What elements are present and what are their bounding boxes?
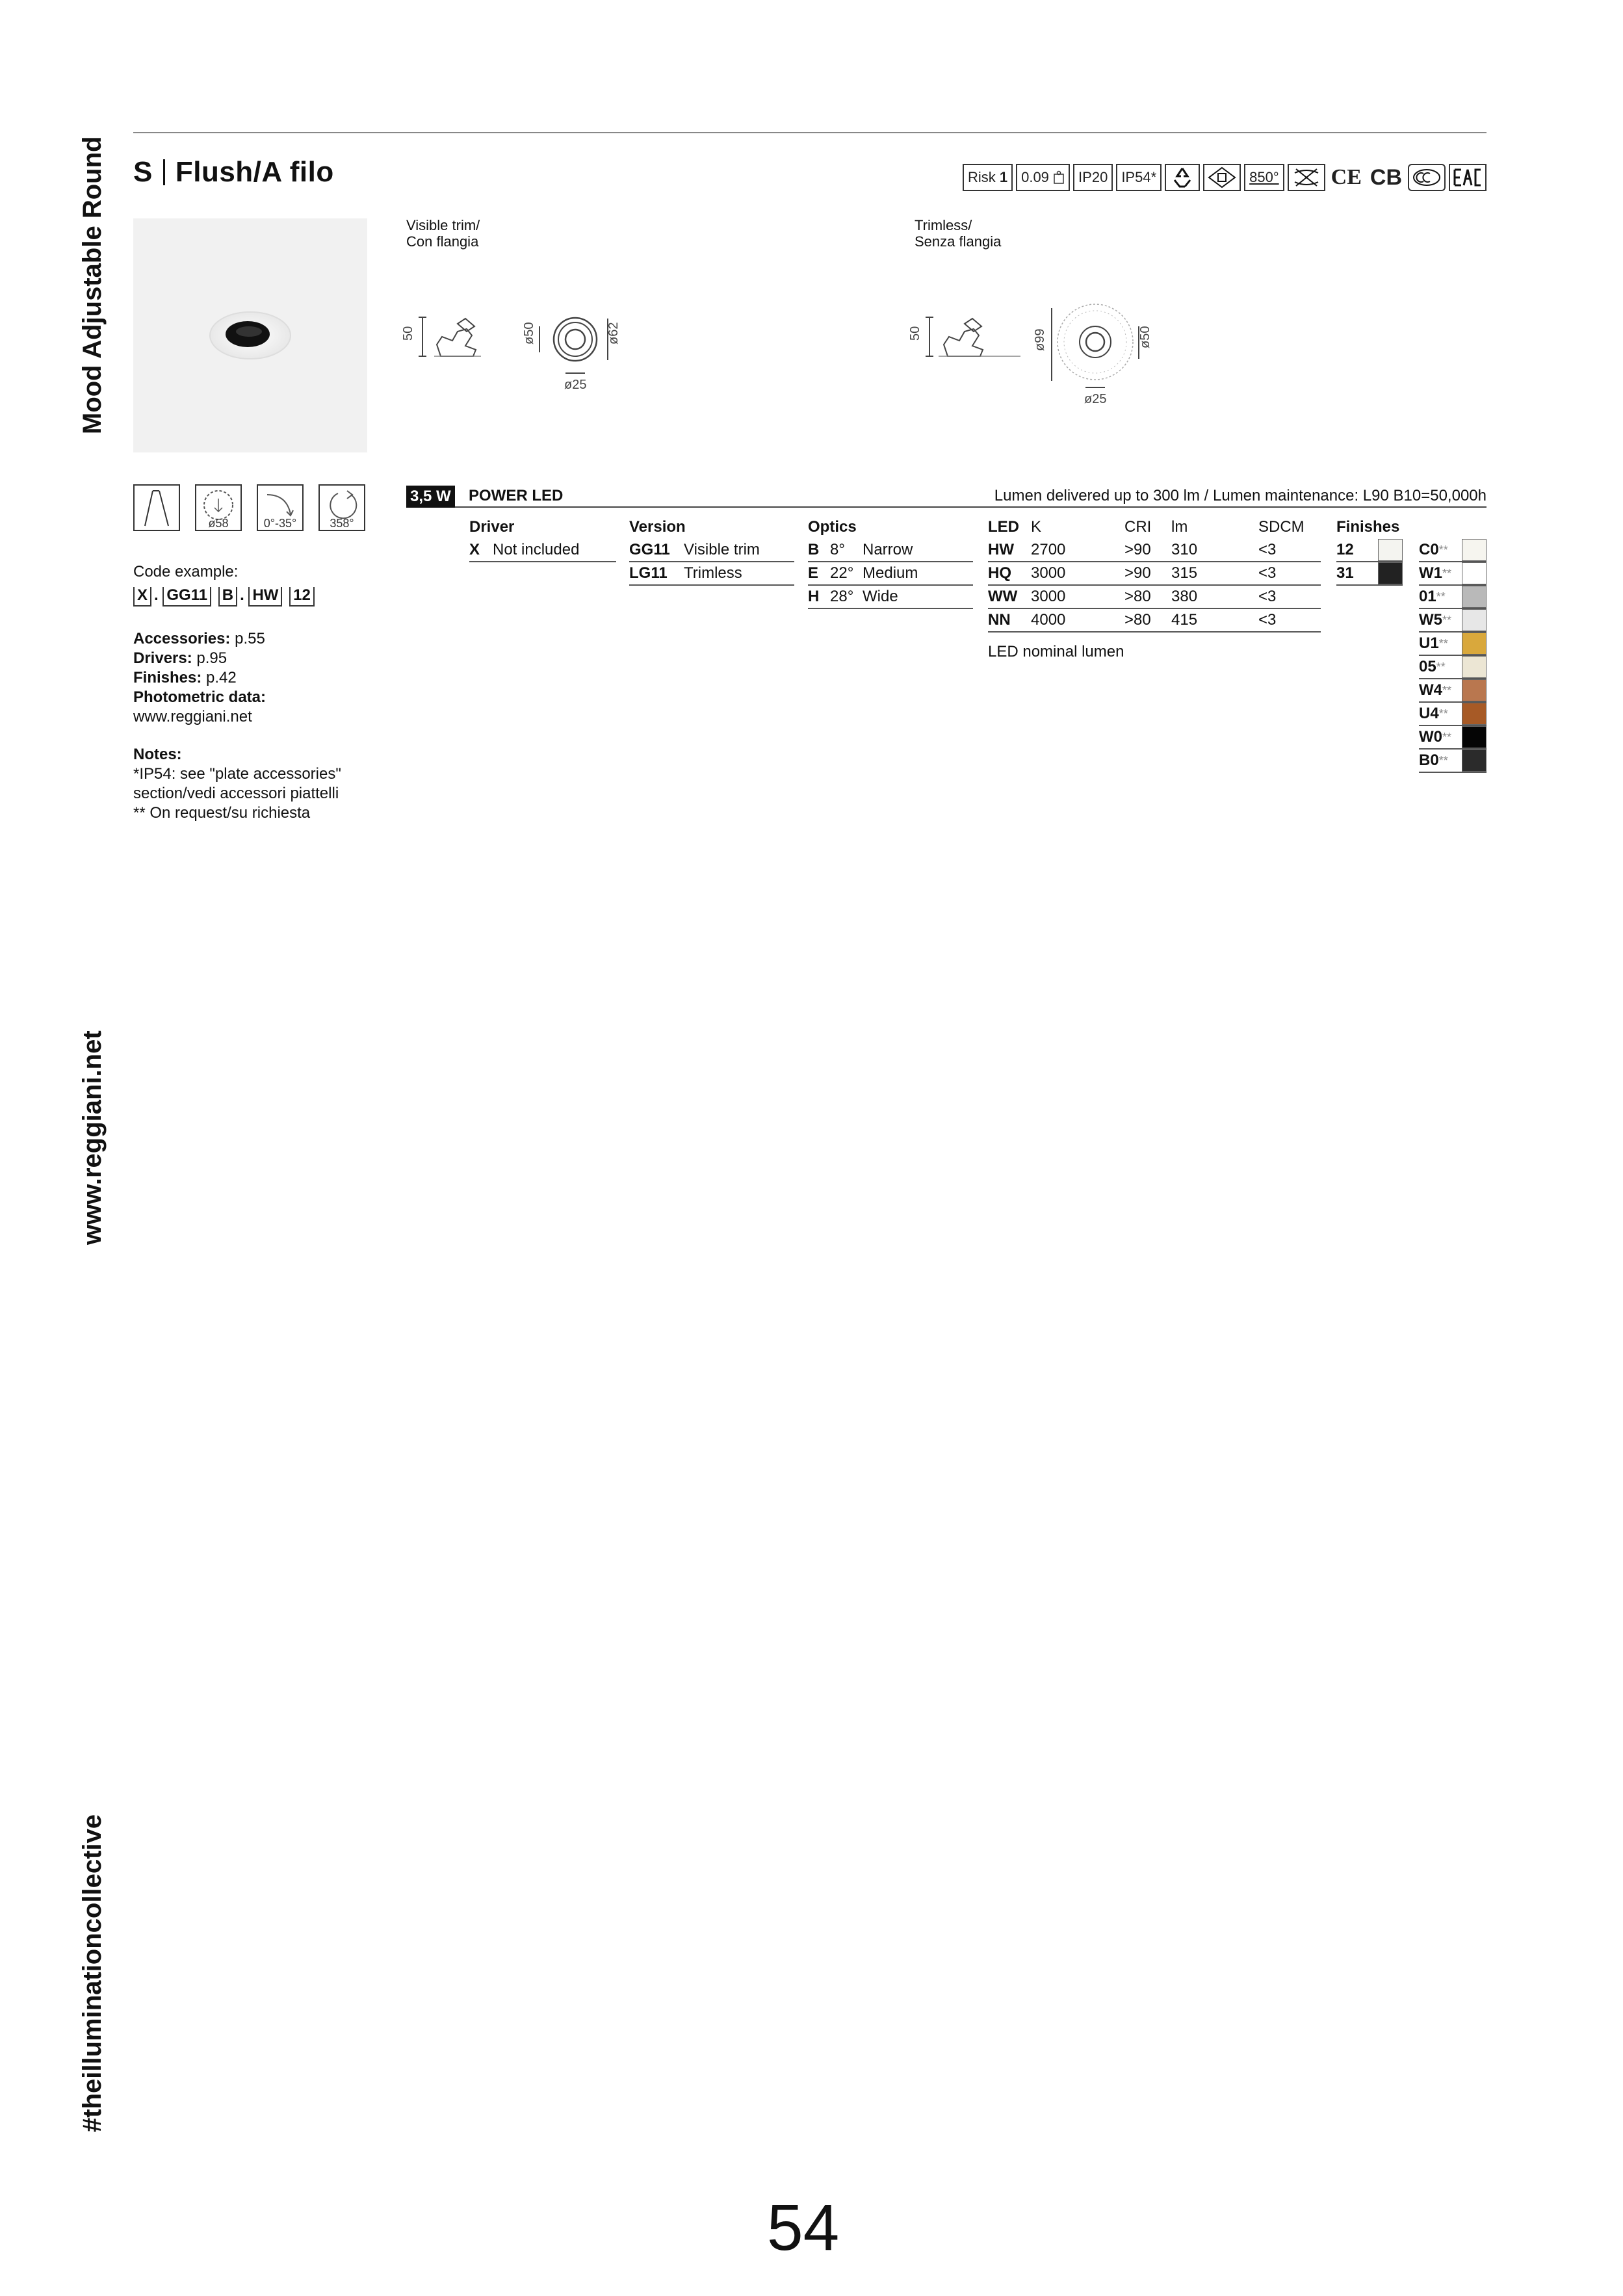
page-title: [133, 156, 334, 189]
finish-swatch: [1462, 539, 1487, 561]
finish-swatch: [1462, 726, 1487, 748]
drivers-page: p.95: [196, 649, 227, 667]
code-part-finish: 12: [289, 587, 315, 607]
table-row: LG11 Trimless: [629, 562, 794, 586]
code-part-optics: B: [218, 587, 237, 607]
finish-row: 01 **: [1419, 586, 1487, 609]
recycle-icon: [1171, 166, 1194, 189]
ce-mark: CE: [1331, 165, 1362, 189]
visible-trim-drawing: [403, 306, 650, 403]
watt-label: 3,5 W: [406, 486, 455, 508]
ip54-badge: IP54*: [1116, 164, 1162, 191]
top-divider: [133, 132, 1487, 133]
side-hashtag: #theilluminationcollective: [78, 1814, 107, 2132]
extra-finishes-column: [1419, 539, 1487, 773]
class-badge: [1203, 164, 1241, 191]
ip20-badge: IP20: [1073, 164, 1113, 191]
finish-row: W4 **: [1419, 679, 1487, 703]
visible-trim-caption: Visible trim/ Con flangia: [406, 217, 480, 250]
finish-row: C0 **: [1419, 539, 1487, 562]
title-separator: [163, 159, 165, 185]
glow-wire-badge: 850°: [1244, 164, 1284, 191]
table-row: NN 4000 >80 415 <3: [988, 609, 1321, 633]
trimless-caption: Trimless/ Senza flangia: [915, 217, 1002, 250]
tl-height-dim: 50: [908, 326, 922, 341]
finishes-page: p.42: [206, 669, 237, 686]
finish-swatch: [1462, 609, 1487, 631]
vt-d2-dim: ø62: [606, 322, 621, 345]
tl-d2-dim: ø50: [1138, 326, 1152, 348]
finish-swatch: [1462, 703, 1487, 725]
power-type: POWER LED: [469, 487, 564, 504]
code-example-label: Code example:: [133, 563, 239, 581]
table-row: X Not included: [469, 539, 616, 562]
table-row: HW 2700 >90 310 <3: [988, 539, 1321, 562]
optics-column: Optics B 8° Narrow E 22° Medium H 28° Wide: [808, 515, 973, 609]
photometric-link[interactable]: www.reggiani.net: [133, 708, 252, 725]
downlight-image: [133, 218, 367, 452]
finish-row: 12: [1336, 539, 1403, 562]
size-code: S: [133, 156, 153, 188]
finish-swatch: [1378, 539, 1403, 561]
finish-swatch: [1462, 750, 1487, 772]
weight-badge: 0.09: [1016, 164, 1070, 191]
references: Accessories: p.55 Drivers: p.95 Finishes: p.42 Photometric data: www.reggiani.net: [133, 630, 266, 725]
table-row: GG11 Visible trim: [629, 539, 794, 562]
tl-d1-dim: ø99: [1033, 328, 1047, 351]
ccc-icon: [1412, 168, 1442, 187]
eac-icon: [1452, 167, 1483, 188]
finish-row: U1 **: [1419, 633, 1487, 656]
finish-row: 31: [1336, 562, 1403, 586]
finish-row: W5 **: [1419, 609, 1487, 633]
side-product-family: Mood Adjustable Round: [78, 136, 107, 434]
accessories-page: p.55: [235, 630, 265, 647]
weight-icon: [1053, 170, 1065, 185]
recycle-badge: [1165, 164, 1200, 191]
tilt-label: 0°-35°: [263, 517, 297, 530]
trimless-drawing: [910, 299, 1170, 410]
version-column: Version GG11 Visible trim LG11 Trimless: [629, 515, 794, 586]
vt-d3-dim: ø25: [564, 378, 587, 392]
product-photo: [133, 218, 367, 452]
diamond-class-icon: [1208, 166, 1236, 189]
table-row: B 8° Narrow: [808, 539, 973, 562]
finish-swatch: [1462, 656, 1487, 678]
led-note: LED nominal lumen: [988, 643, 1124, 660]
risk-badge: Risk 1: [963, 164, 1013, 191]
vt-d1-dim: ø50: [522, 322, 536, 345]
finish-row: 05 **: [1419, 656, 1487, 679]
notes: Notes: *IP54: see "plate accessories" section/vedi accessori piattelli ** On request/su richiesta: [133, 746, 341, 822]
code-part-driver: X: [133, 587, 151, 607]
rotation-label: 358°: [330, 517, 354, 530]
no-insulation-icon: [1292, 166, 1321, 189]
ccc-badge: [1408, 164, 1446, 191]
table-row: E 22° Medium: [808, 562, 973, 586]
finish-swatch: [1462, 562, 1487, 584]
finish-swatch: [1462, 586, 1487, 608]
finish-row: B0 **: [1419, 750, 1487, 773]
finish-swatch: [1462, 679, 1487, 701]
code-part-version: GG11: [162, 587, 211, 607]
code-example: [133, 562, 317, 607]
finish-row: U4 **: [1419, 703, 1487, 726]
eac-badge: [1449, 164, 1487, 191]
finish-swatch: [1462, 633, 1487, 655]
table-row: HQ 3000 >90 315 <3: [988, 562, 1321, 586]
tl-d3-dim: ø25: [1084, 392, 1107, 406]
table-row: WW 3000 >80 380 <3: [988, 586, 1321, 609]
power-bar: [406, 483, 1487, 508]
finish-row: W1 **: [1419, 562, 1487, 586]
code-example-parts: X . GG11 B . HW 12: [133, 586, 317, 607]
lumen-info: Lumen delivered up to 300 lm / Lumen maintenance: L90 B10=50,000h: [994, 487, 1487, 504]
led-column: LED K CRI lm SDCM HW 2700 >90 310 <3 HQ 3000 >90 315 <3 WW 3000 >80 380 <3 NN 4000 >80 415 <3 LED nominal lumen: [988, 515, 1321, 661]
cutout-label: ø58: [208, 517, 229, 530]
driver-column: Driver X Not included: [469, 515, 616, 562]
finish-swatch: [1378, 562, 1403, 584]
beam-icon: [133, 484, 180, 531]
certification-badges: [963, 164, 1487, 191]
side-website: www.reggiani.net: [78, 1030, 107, 1245]
cb-mark: CB: [1370, 164, 1402, 190]
vt-height-dim: 50: [401, 326, 415, 341]
finishes-column: Finishes 12 31: [1336, 515, 1403, 586]
title-text: Flush/A filo: [175, 156, 334, 188]
no-insulation-badge: [1288, 164, 1325, 191]
page-number: 54: [767, 2191, 840, 2264]
code-part-led: HW: [248, 587, 282, 607]
finish-row: W0 **: [1419, 726, 1487, 750]
table-row: H 28° Wide: [808, 586, 973, 609]
